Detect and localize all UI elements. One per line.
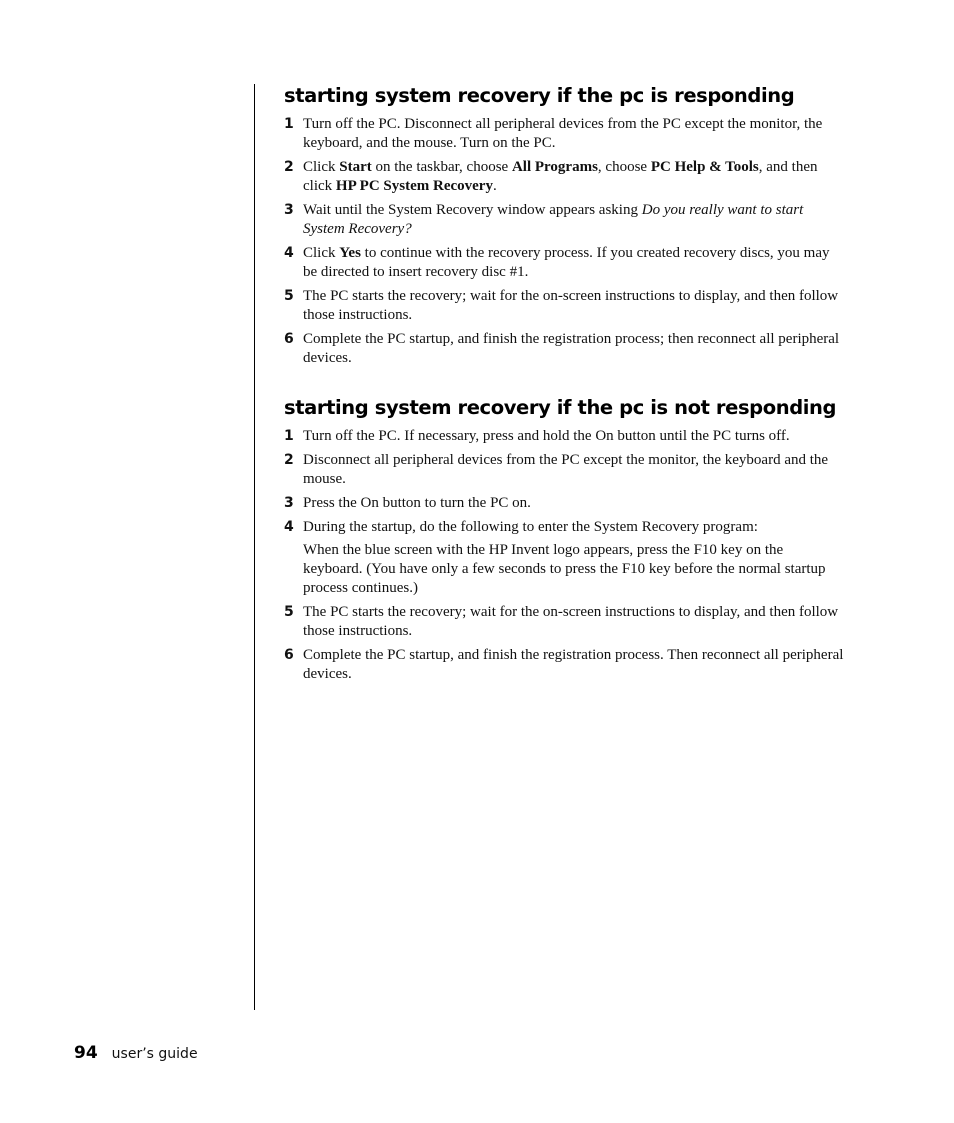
page-number: 94 (74, 1043, 98, 1063)
step-number: 2 (284, 452, 294, 468)
step-list (284, 115, 844, 368)
section-responding (284, 84, 844, 368)
step-text: The PC starts the recovery; wait for the on-screen instructions to display, and then follow those instructions. (303, 604, 839, 639)
step-number: 5 (284, 288, 294, 304)
step-text: Press the On button to turn the PC on. (303, 495, 531, 511)
step-item (284, 330, 844, 368)
step-subtext: When the blue screen with the HP Invent logo appears, press the F10 key on the keyboard. (You have only a few seconds to press the F10 key before the normal startup process continues.) (303, 542, 826, 596)
margin-rule (254, 84, 255, 1010)
ui-term: Start (339, 159, 372, 175)
step-number: 6 (284, 331, 294, 347)
step-item (284, 518, 844, 598)
page-footer (74, 1043, 198, 1063)
step-text: Complete the PC startup, and finish the registration process. Then reconnect all peripheral devices. (303, 647, 844, 682)
step-text: Turn off the PC. If necessary, press and hold the On button until the PC turns off. (303, 428, 790, 444)
section-heading: starting system recovery if the pc is not responding (284, 396, 837, 419)
step-item (284, 115, 844, 153)
step-number: 4 (284, 245, 294, 261)
step-text: Click Start on the taskbar, choose All Programs, choose PC Help & Tools, and then click HP PC System Recovery. (303, 159, 818, 194)
step-number: 2 (284, 159, 294, 175)
step-text: During the startup, do the following to enter the System Recovery program: (303, 519, 758, 535)
step-item (284, 427, 844, 446)
step-number: 4 (284, 519, 294, 535)
step-text: Turn off the PC. Disconnect all peripheral devices from the PC except the monitor, the keyboard, and the mouse. Turn on the PC. (303, 116, 823, 151)
ui-term: Yes (339, 245, 361, 261)
step-item (284, 494, 844, 513)
step-item (284, 244, 844, 282)
ui-term: PC Help & Tools (650, 159, 759, 175)
step-text: Click Yes to continue with the recovery process. If you created recovery discs, you may be directed to insert recovery disc #1. (303, 245, 830, 280)
step-item (284, 646, 844, 684)
step-number: 1 (284, 428, 294, 444)
section-heading: starting system recovery if the pc is responding (284, 84, 795, 107)
step-item (284, 603, 844, 641)
step-text: Disconnect all peripheral devices from the PC except the monitor, the keyboard and the mouse. (303, 452, 829, 487)
step-number: 3 (284, 495, 294, 511)
footer-label: user’s guide (111, 1046, 198, 1062)
step-number: 3 (284, 202, 294, 218)
step-number: 1 (284, 116, 294, 132)
step-item (284, 201, 844, 239)
step-item (284, 287, 844, 325)
step-text: The PC starts the recovery; wait for the on-screen instructions to display, and then follow those instructions. (303, 288, 839, 323)
dialog-prompt: Do you really want to start System Recovery? (303, 202, 804, 237)
step-item (284, 158, 844, 196)
step-text: Complete the PC startup, and finish the registration process; then reconnect all peripheral devices. (303, 331, 840, 366)
step-number: 5 (284, 604, 294, 620)
ui-term: All Programs (511, 159, 598, 175)
step-number: 6 (284, 647, 294, 663)
step-text: Wait until the System Recovery window appears asking Do you really want to start System Recovery? (303, 202, 804, 237)
step-list (284, 427, 844, 684)
section-not-responding (284, 396, 844, 684)
ui-term: HP PC System Recovery (335, 178, 493, 194)
page-content (284, 84, 844, 689)
step-item (284, 451, 844, 489)
